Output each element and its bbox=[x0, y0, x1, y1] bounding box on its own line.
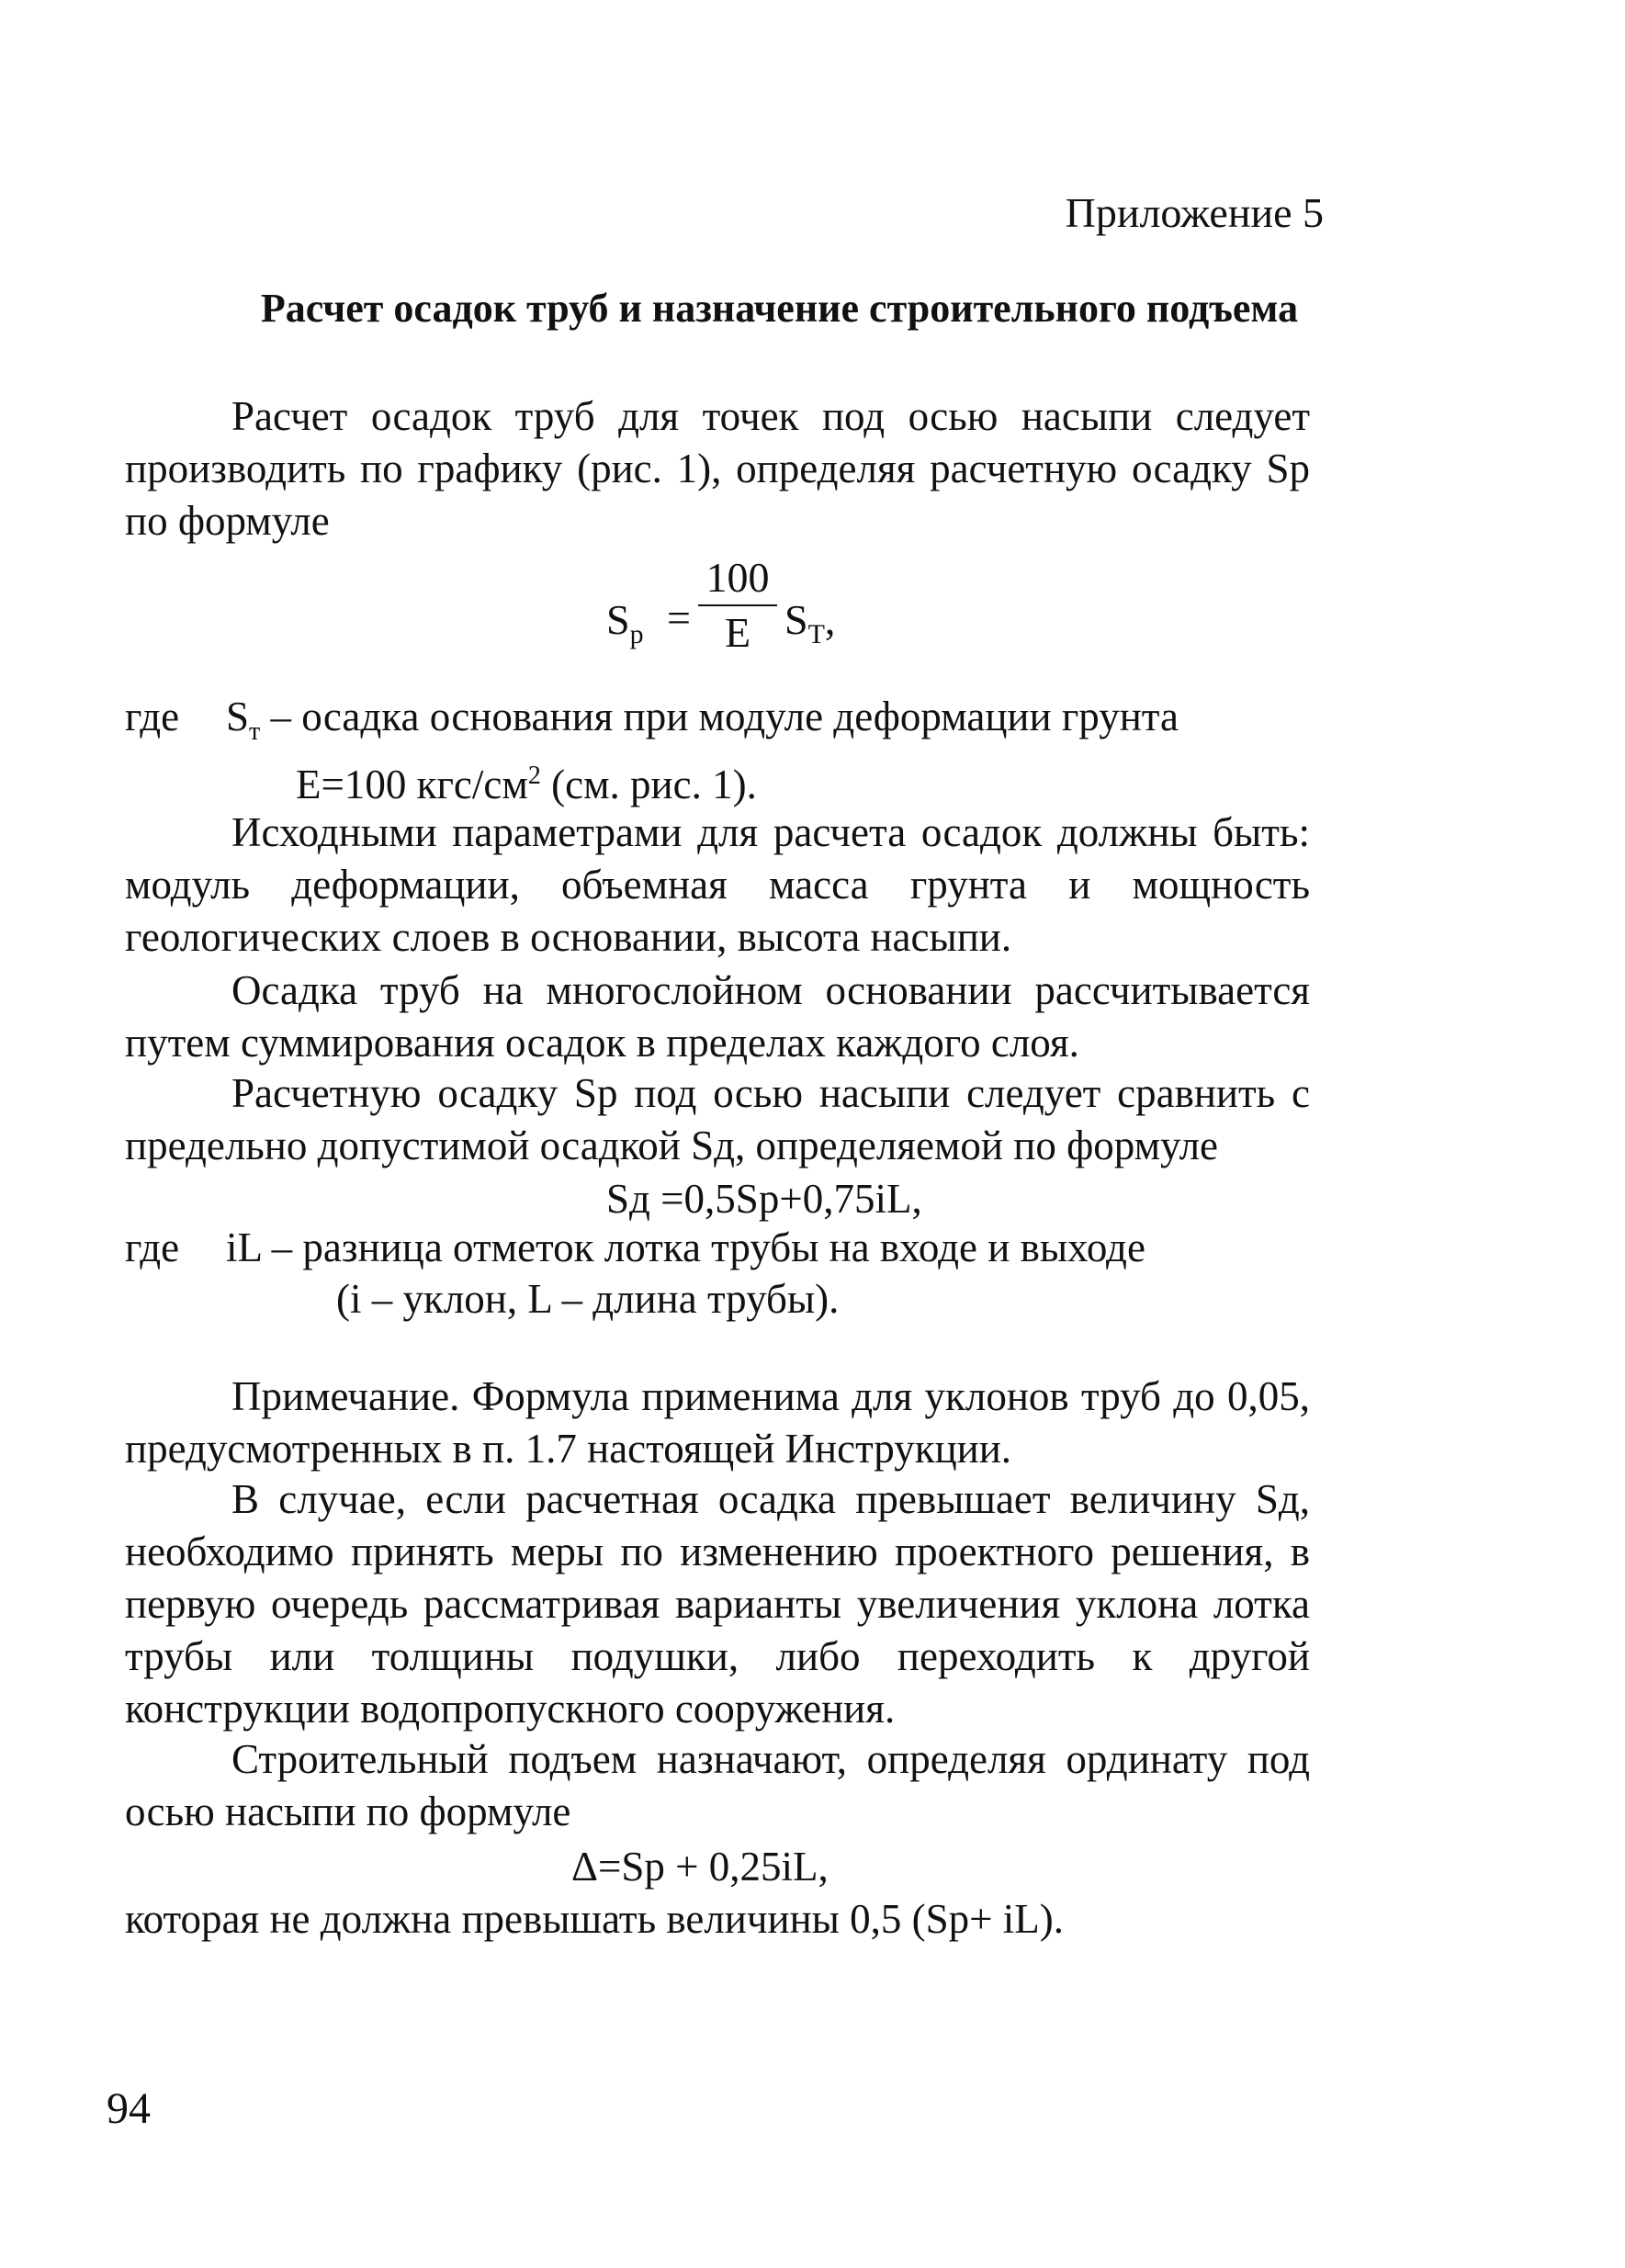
formula-rhs: $S_T$, bbox=[784, 596, 836, 650]
formula-lhs: $S_р$ bbox=[606, 596, 644, 650]
section-title: Расчет осадок труб и назначение строительного подъема bbox=[260, 286, 1299, 331]
where-definition-il: iL – разница отметок лотка трубы на входе и выходе bbox=[226, 1224, 1145, 1270]
fraction-numerator: 100 bbox=[705, 554, 770, 601]
paragraph-camber: Строительный подъем назначают, определяя ординату под осью насыпи по формуле bbox=[125, 1736, 1310, 1834]
paragraph-exceed-case: В случае, если расчетная осадка превышает величину Sд, необходимо принять меры по изменению проектного решения, в первую очередь рассматривая варианты увеличения уклона лотка трубы или толщины подушки, либо переходить к другой конструкции водопропускного сооружения. bbox=[125, 1476, 1310, 1732]
formula-fraction bbox=[698, 553, 777, 658]
fraction-bar bbox=[698, 604, 777, 606]
fraction-denominator: E bbox=[724, 609, 751, 656]
where-definition-il-continuation: (i – уклон, L – длина трубы). bbox=[336, 1276, 840, 1322]
paragraph-multilayer: Осадка труб на многослойном основании рассчитывается путем суммирования осадок в пределах каждого слоя. bbox=[125, 967, 1310, 1066]
page-number: 94 bbox=[107, 2084, 151, 2133]
paragraph-limit: которая не должна превышать величины 0,5 (Sp+ iL). bbox=[125, 1896, 1065, 1942]
settlement-formula bbox=[606, 553, 992, 682]
where-definition-st: $S_т$ – осадка основания при модуле деформации грунта bbox=[226, 694, 1179, 746]
appendix-label: Приложение 5 bbox=[1065, 189, 1324, 236]
paragraph-intro: Расчет осадок труб для точек под осью насыпи следует производить по графику (рис. 1), определяя расчетную осадку Sp по формуле bbox=[125, 393, 1310, 544]
formula-equals: = bbox=[667, 594, 691, 641]
where-label: где bbox=[125, 694, 180, 739]
where-label-2: где bbox=[125, 1224, 180, 1270]
where-definition-continuation: E=100 кгс/$см^2$ (см. рис. 1). bbox=[296, 762, 757, 807]
allowable-settlement-formula: Sд =0,5Sp+0,75iL, bbox=[606, 1176, 922, 1222]
paragraph-initial-parameters: Исходными параметрами для расчета осадок должны быть: модуль деформации, объемная масса грунта и мощность геологических слоев в основании, высота насыпи. bbox=[125, 809, 1310, 960]
paragraph-note: Примечание. Формула применима для уклонов труб до 0,05, предусмотренных в п. 1.7 настоящей Инструкции. bbox=[125, 1373, 1310, 1472]
camber-formula: Δ=Sp + 0,25iL, bbox=[571, 1844, 829, 1890]
paragraph-compare: Расчетную осадку Sp под осью насыпи следует сравнить с предельно допустимой осадкой Sд, определяемой по формуле bbox=[125, 1070, 1310, 1168]
